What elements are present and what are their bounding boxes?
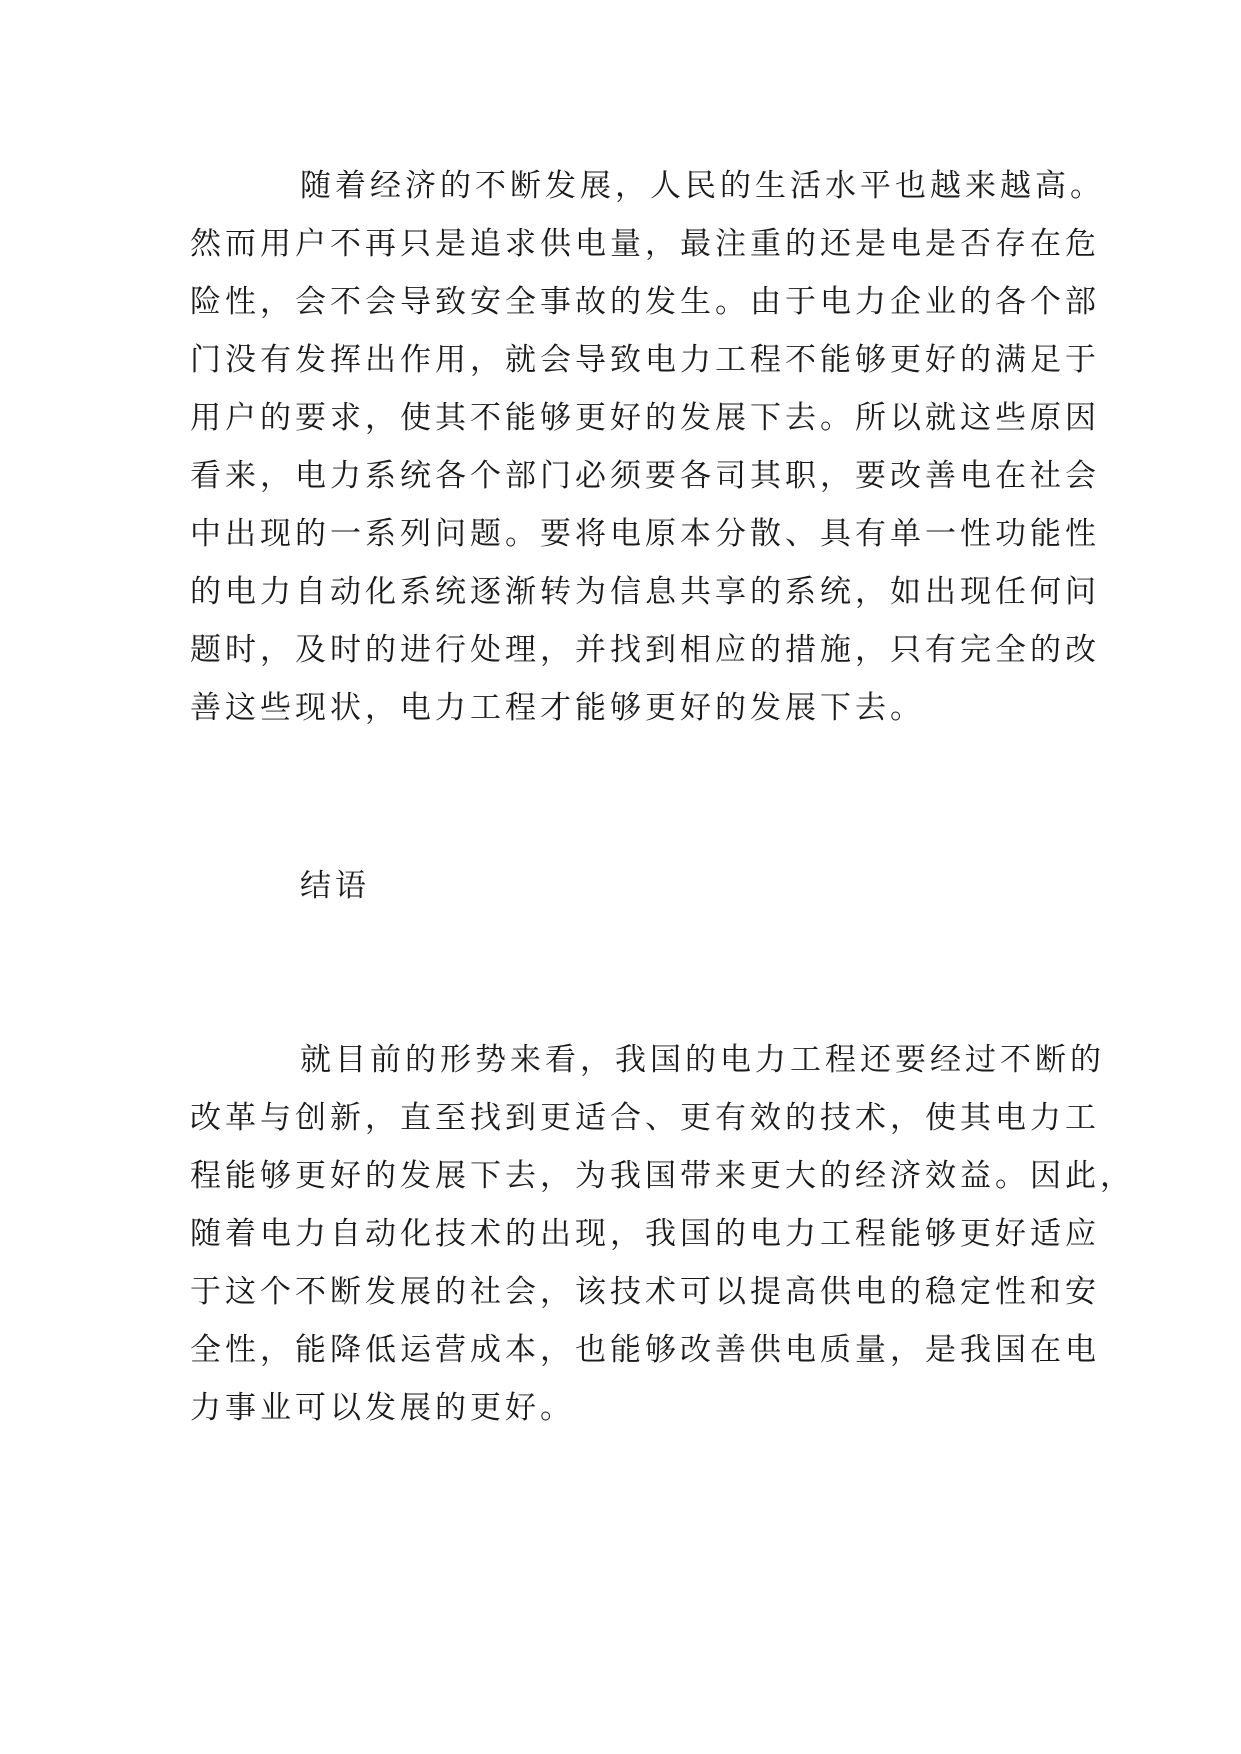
- paragraph-2-line-7: 力事业可以发展的更好。: [190, 1390, 575, 1426]
- paragraph-1-line-3: 险性，会不会导致安全事故的发生。由于电力企业的各个部: [190, 284, 1100, 320]
- paragraph-2-line-5: 于这个不断发展的社会，该技术可以提高供电的稳定性和安: [190, 1274, 1100, 1310]
- paragraph-1-line-8: 的电力自动化系统逐渐转为信息共享的系统，如出现任何问: [190, 574, 1100, 610]
- paragraph-2-line-6: 全性，能降低运营成本，也能够改善供电质量，是我国在电: [190, 1332, 1100, 1368]
- paragraph-1-line-10: 善这些现状，电力工程才能够更好的发展下去。: [190, 690, 925, 726]
- paragraph-1-line-9: 题时，及时的进行处理，并找到相应的措施，只有完全的改: [190, 632, 1100, 668]
- paragraph-1-line-7: 中出现的一系列问题。要将电原本分散、具有单一性功能性: [190, 516, 1100, 552]
- paragraph-1-line-1: 随着经济的不断发展，人民的生活水平也越来越高。: [300, 168, 1105, 204]
- paragraph-2-line-3: 程能够更好的发展下去，为我国带来更大的经济效益。因此，: [190, 1158, 1135, 1194]
- paragraph-2-line-4: 随着电力自动化技术的出现，我国的电力工程能够更好适应: [190, 1216, 1100, 1252]
- paragraph-1-line-5: 用户的要求，使其不能够更好的发展下去。所以就这些原因: [190, 400, 1100, 436]
- paragraph-1-line-2: 然而用户不再只是追求供电量，最注重的还是电是否存在危: [190, 226, 1100, 262]
- paragraph-2-line-2: 改革与创新，直至找到更适合、更有效的技术，使其电力工: [190, 1100, 1100, 1136]
- section-heading: 结语: [300, 868, 370, 904]
- paragraph-2-line-1: 就目前的形势来看，我国的电力工程还要经过不断的: [300, 1042, 1105, 1078]
- paragraph-1-line-6: 看来，电力系统各个部门必须要各司其职，要改善电在社会: [190, 458, 1100, 494]
- paragraph-1-line-4: 门没有发挥出作用，就会导致电力工程不能够更好的满足于: [190, 342, 1100, 378]
